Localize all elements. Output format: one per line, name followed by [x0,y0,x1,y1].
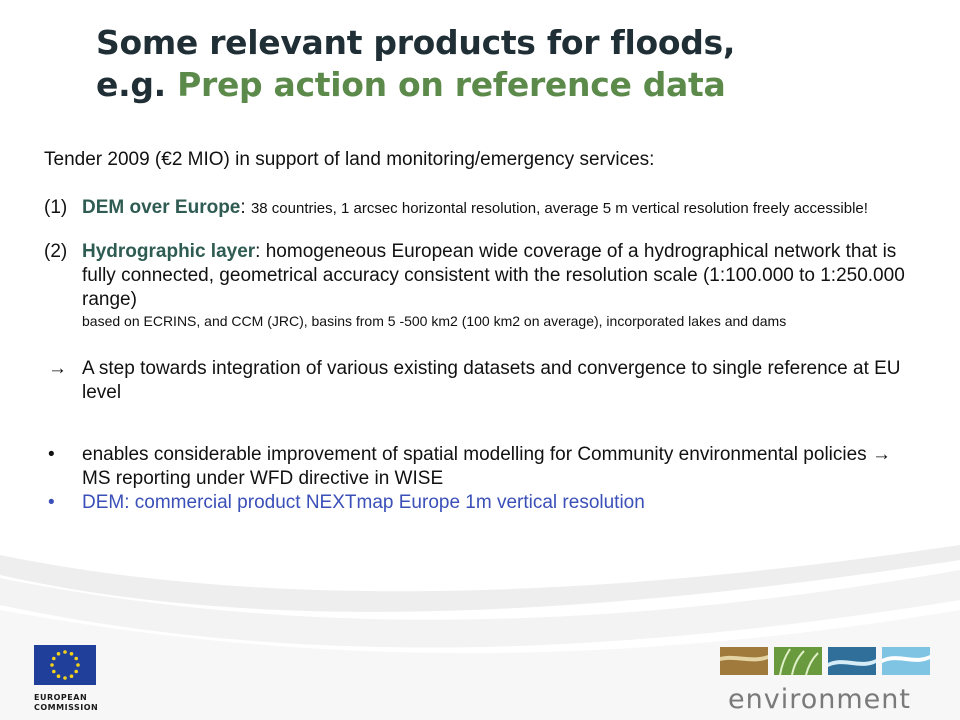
arrow-icon: → [871,444,891,465]
item-note: based on ECRINS, and CCM (JRC), basins from 5 -500 km2 (100 km2 on average), incorporated lakes and dams [82,313,787,329]
item-label: Hydrographic layer [82,241,256,262]
bullet-item-spatial [44,443,924,491]
bullet-text-a: enables considerable improvement of spatial modelling for Community environmental policies [82,444,872,465]
item-number: (1) [44,197,68,218]
title-line2-highlight: Prep action on reference data [177,65,726,104]
european-commission-logo [34,645,98,713]
title-line1: Some relevant products for floods, [96,23,736,62]
item-colon: : [240,197,251,218]
list-item-dem [44,196,924,220]
bullet-text-b: MS reporting under WFD directive in WISE [82,468,444,489]
item-text: 38 countries, 1 arcsec horizontal resolution, average 5 m vertical resolution freely accessible! [250,200,868,217]
environment-logo [720,645,940,715]
title-line2-prefix: e.g. [96,65,178,104]
intro-text: Tender 2009 (€2 MIO) in support of land monitoring/emergency services: [44,149,655,170]
eu-logo-text-2: COMMISSION [34,703,99,712]
bullet-item-nextmap [44,491,924,515]
item-label: DEM over Europe [82,197,241,218]
bullet-text: DEM: commercial product NEXTmap Europe 1m vertical resolution [82,492,645,513]
eu-flag-icon [34,645,96,685]
bullet-icon: • [48,492,55,513]
eu-logo-text-1: EUROPEAN [34,693,88,702]
arrow-icon: → [48,358,67,379]
slide-title [96,22,735,106]
item-text: : homogeneous European wide coverage of a hydrographical network that is fully connected, geometrical accuracy consistent with the resolution scale (1:100.000 to 1:250.000 range) [82,241,905,310]
environment-wordmark: environment [728,684,911,715]
list-item-hydro [44,240,924,331]
item-number: (2) [44,241,68,262]
step-text: A step towards integration of various existing datasets and convergence to single reference at EU level [82,358,901,403]
environment-tiles-icon [720,645,940,677]
slide-body [44,148,924,515]
bullet-icon: • [48,444,55,465]
step-item [44,357,924,405]
